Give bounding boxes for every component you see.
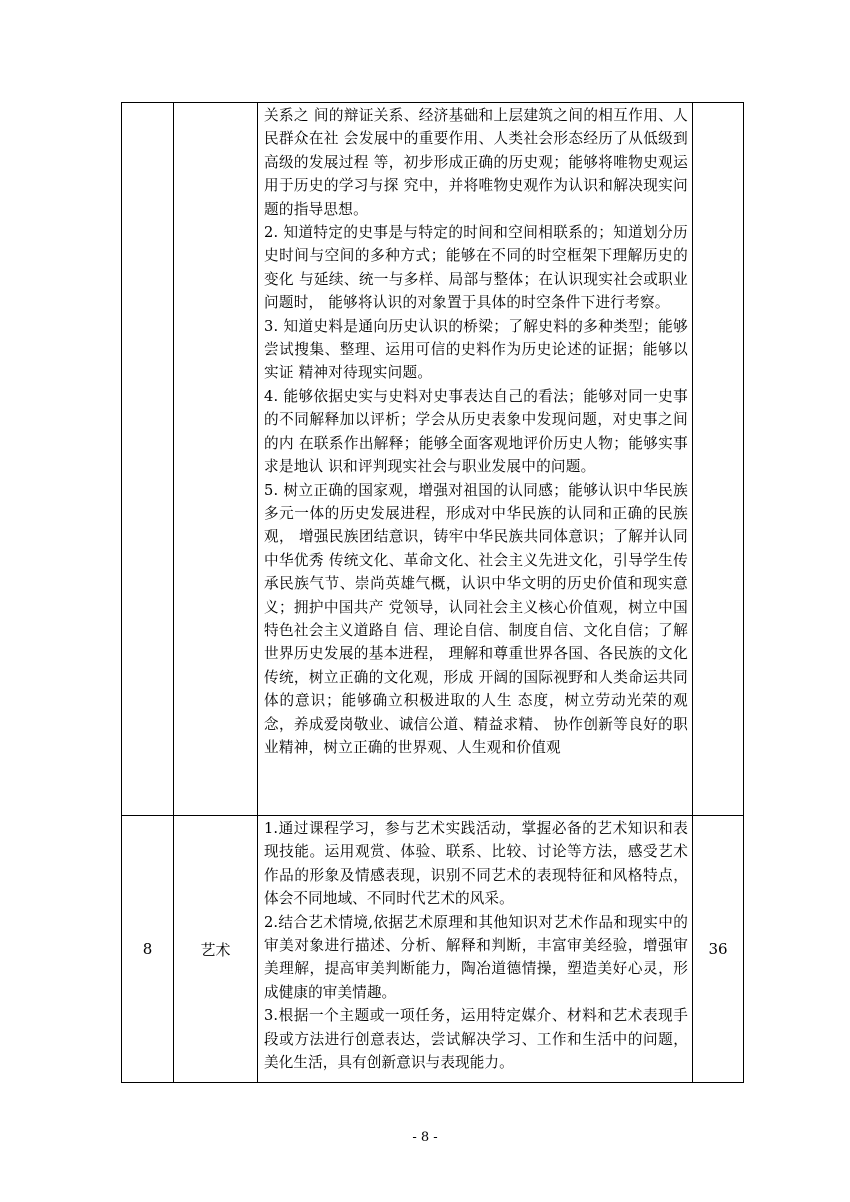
course-number-cell: 8 [122, 816, 174, 1083]
table-row-art [122, 816, 744, 1083]
objective-paragraph: 3. 知道史料是通向历史认识的桥梁；了解史料的多种类型；能够 尝试搜集、整理、运用可信的史料作为历史论述的证据；能够以实证 精神对待现实问题。 [264, 317, 688, 382]
course-hours-cell [693, 103, 744, 816]
course-name-cell: 艺术 [174, 816, 258, 1083]
course-objectives-cell [258, 816, 693, 1083]
objective-paragraph: 3.根据一个主题或一项任务，运用特定媒介、材料和艺术表现手段或方法进行创意表达，尝试解决学习、工作和生活中的问题，美化生活，具有创新意识与表现能力。 [264, 1007, 688, 1072]
page-number: - 8 - [412, 1130, 438, 1145]
table-row-history-continued [122, 103, 744, 816]
objective-paragraph: 5. 树立正确的国家观，增强对祖国的认同感；能够认识中华民族 多元一体的历史发展进程，形成对中华民族的认同和正确的民族观， 增强民族团结意识，铸牢中华民族共同体意识；了解并认同中华优秀 传统文化、革命文化、社会主义先进文化，引导学生传承民族气节、崇尚英雄气概，认识中华文明的历史价值和现实意义；拥护中国共产 党领导，认同社会主义核心价值观，树立中国特色社会主义道路自 信、理论自信、制度自信、文化自信；了解世界历史发展的基本进程， 理解和尊重世界各国、各民族的文化传统，树立正确的文化观，形成 开阔的国际视野和人类命运共同体的意识；能够确立积极进取的人生 态度，树立劳动光荣的观念，养成爱岗敬业、诚信公道、精益求精、 协作创新等良好的职业精神，树立正确的世界观、人生观和价值观 [264, 481, 688, 756]
course-objectives-cell [258, 103, 693, 816]
course-number-cell [122, 103, 174, 816]
objective-paragraph: 2. 知道特定的史事是与特定的时间和空间相联系的；知道划分历 史时间与空间的多种方式；能够在不同的时空框架下理解历史的变化 与延续、统一与多样、局部与整体；在认识现实社会或职业问题时， 能够将认识的对象置于具体的时空条件下进行考察。 [264, 224, 688, 312]
objective-paragraph: 关系之 间的辩证关系、经济基础和上层建筑之间的相互作用、人民群众在社 会发展中的重要作用、人类社会形态经历了从低级到高级的发展过程 等，初步形成正确的历史观；能够将唯物史观运用于历史的学习与探 究中，并将唯物史观作为认识和解决现实问题的指导思想。 [264, 107, 688, 218]
objective-paragraph: 4. 能够依据史实与史料对史事表达自己的看法；能够对同一史事 的不同解释加以评析；学会从历史表象中发现问题，对史事之间的内 在联系作出解释；能够全面客观地评价历史人物；能够实事求是地认 识和评判现实社会与职业发展中的问题。 [264, 387, 688, 476]
objective-paragraph: 2.结合艺术情境,依据艺术原理和其他知识对艺术作品和现实中的审美对象进行描述、分析、解释和判断，丰富审美经验，增强审美理解，提高审美判断能力，陶冶道德情操，塑造美好心灵，形成健康的审美情趣。 [264, 913, 688, 1001]
curriculum-table [121, 102, 744, 1083]
objective-paragraph: 1.通过课程学习，参与艺术实践活动，掌握必备的艺术知识和表现技能。运用观赏、体验、联系、比较、讨论等方法，感受艺术作品的形象及情感表现，识别不同艺术的表现特征和风格特点，体会不同地域、不同时代艺术的风采。 [264, 820, 688, 908]
course-name-cell [174, 103, 258, 816]
course-hours-cell: 36 [693, 816, 744, 1083]
